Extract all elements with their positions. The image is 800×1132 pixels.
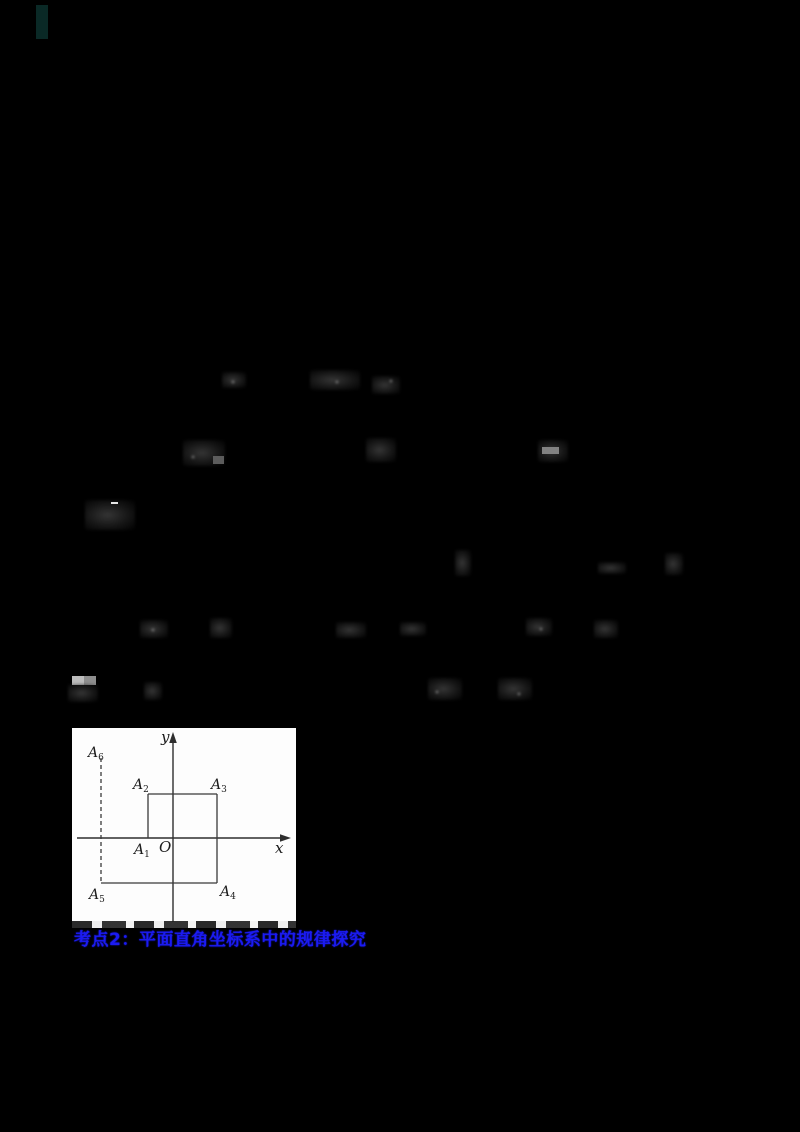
y-axis-arrow-icon: [169, 732, 177, 743]
illegible-text-fragment: [526, 618, 552, 636]
point-label-a1: $A_1$: [134, 842, 150, 860]
illegible-text-fragment: [372, 376, 400, 394]
point-label-a2: $A_2$: [133, 777, 149, 795]
figure-bottom-edge-artifact: [72, 921, 296, 928]
illegible-text-fragment: [140, 620, 168, 638]
illegible-text-fragment: [85, 500, 135, 530]
illegible-text-fragment: [400, 622, 426, 636]
point-label-a3: $A_3$: [211, 777, 227, 795]
coordinate-figure: [72, 728, 296, 928]
illegible-text-fragment: [598, 562, 626, 574]
white-dash-artifact: [111, 502, 118, 504]
illegible-text-fragment: [366, 438, 396, 462]
x-axis-label: x: [275, 839, 284, 857]
section-heading: 考点2：平面直角坐标系中的规律探究: [74, 930, 367, 950]
illegible-text-fragment: [455, 550, 471, 576]
illegible-text-fragment: [210, 618, 232, 638]
illegible-text-fragment: [310, 370, 360, 390]
point-label-a6: $A_6$: [88, 745, 104, 763]
point-label-a4: $A_4$: [220, 884, 236, 902]
point-label-a5: $A_5$: [89, 887, 105, 905]
illegible-text-fragment: [144, 682, 162, 700]
illegible-text-fragment: [222, 372, 246, 388]
illegible-text-fragment: [336, 622, 366, 638]
illegible-text-fragment: [665, 553, 683, 575]
gray-artifact-block: [213, 456, 224, 464]
illegible-text-fragment: [428, 678, 462, 700]
illegible-text-fragment: [594, 620, 618, 638]
origin-label: O: [159, 838, 172, 856]
gray-artifact-block: [542, 447, 559, 454]
illegible-text-fragment: [498, 678, 532, 700]
y-axis-label: y: [161, 728, 170, 746]
teal-artifact-block: [36, 5, 48, 39]
illegible-text-fragment: [68, 684, 98, 702]
